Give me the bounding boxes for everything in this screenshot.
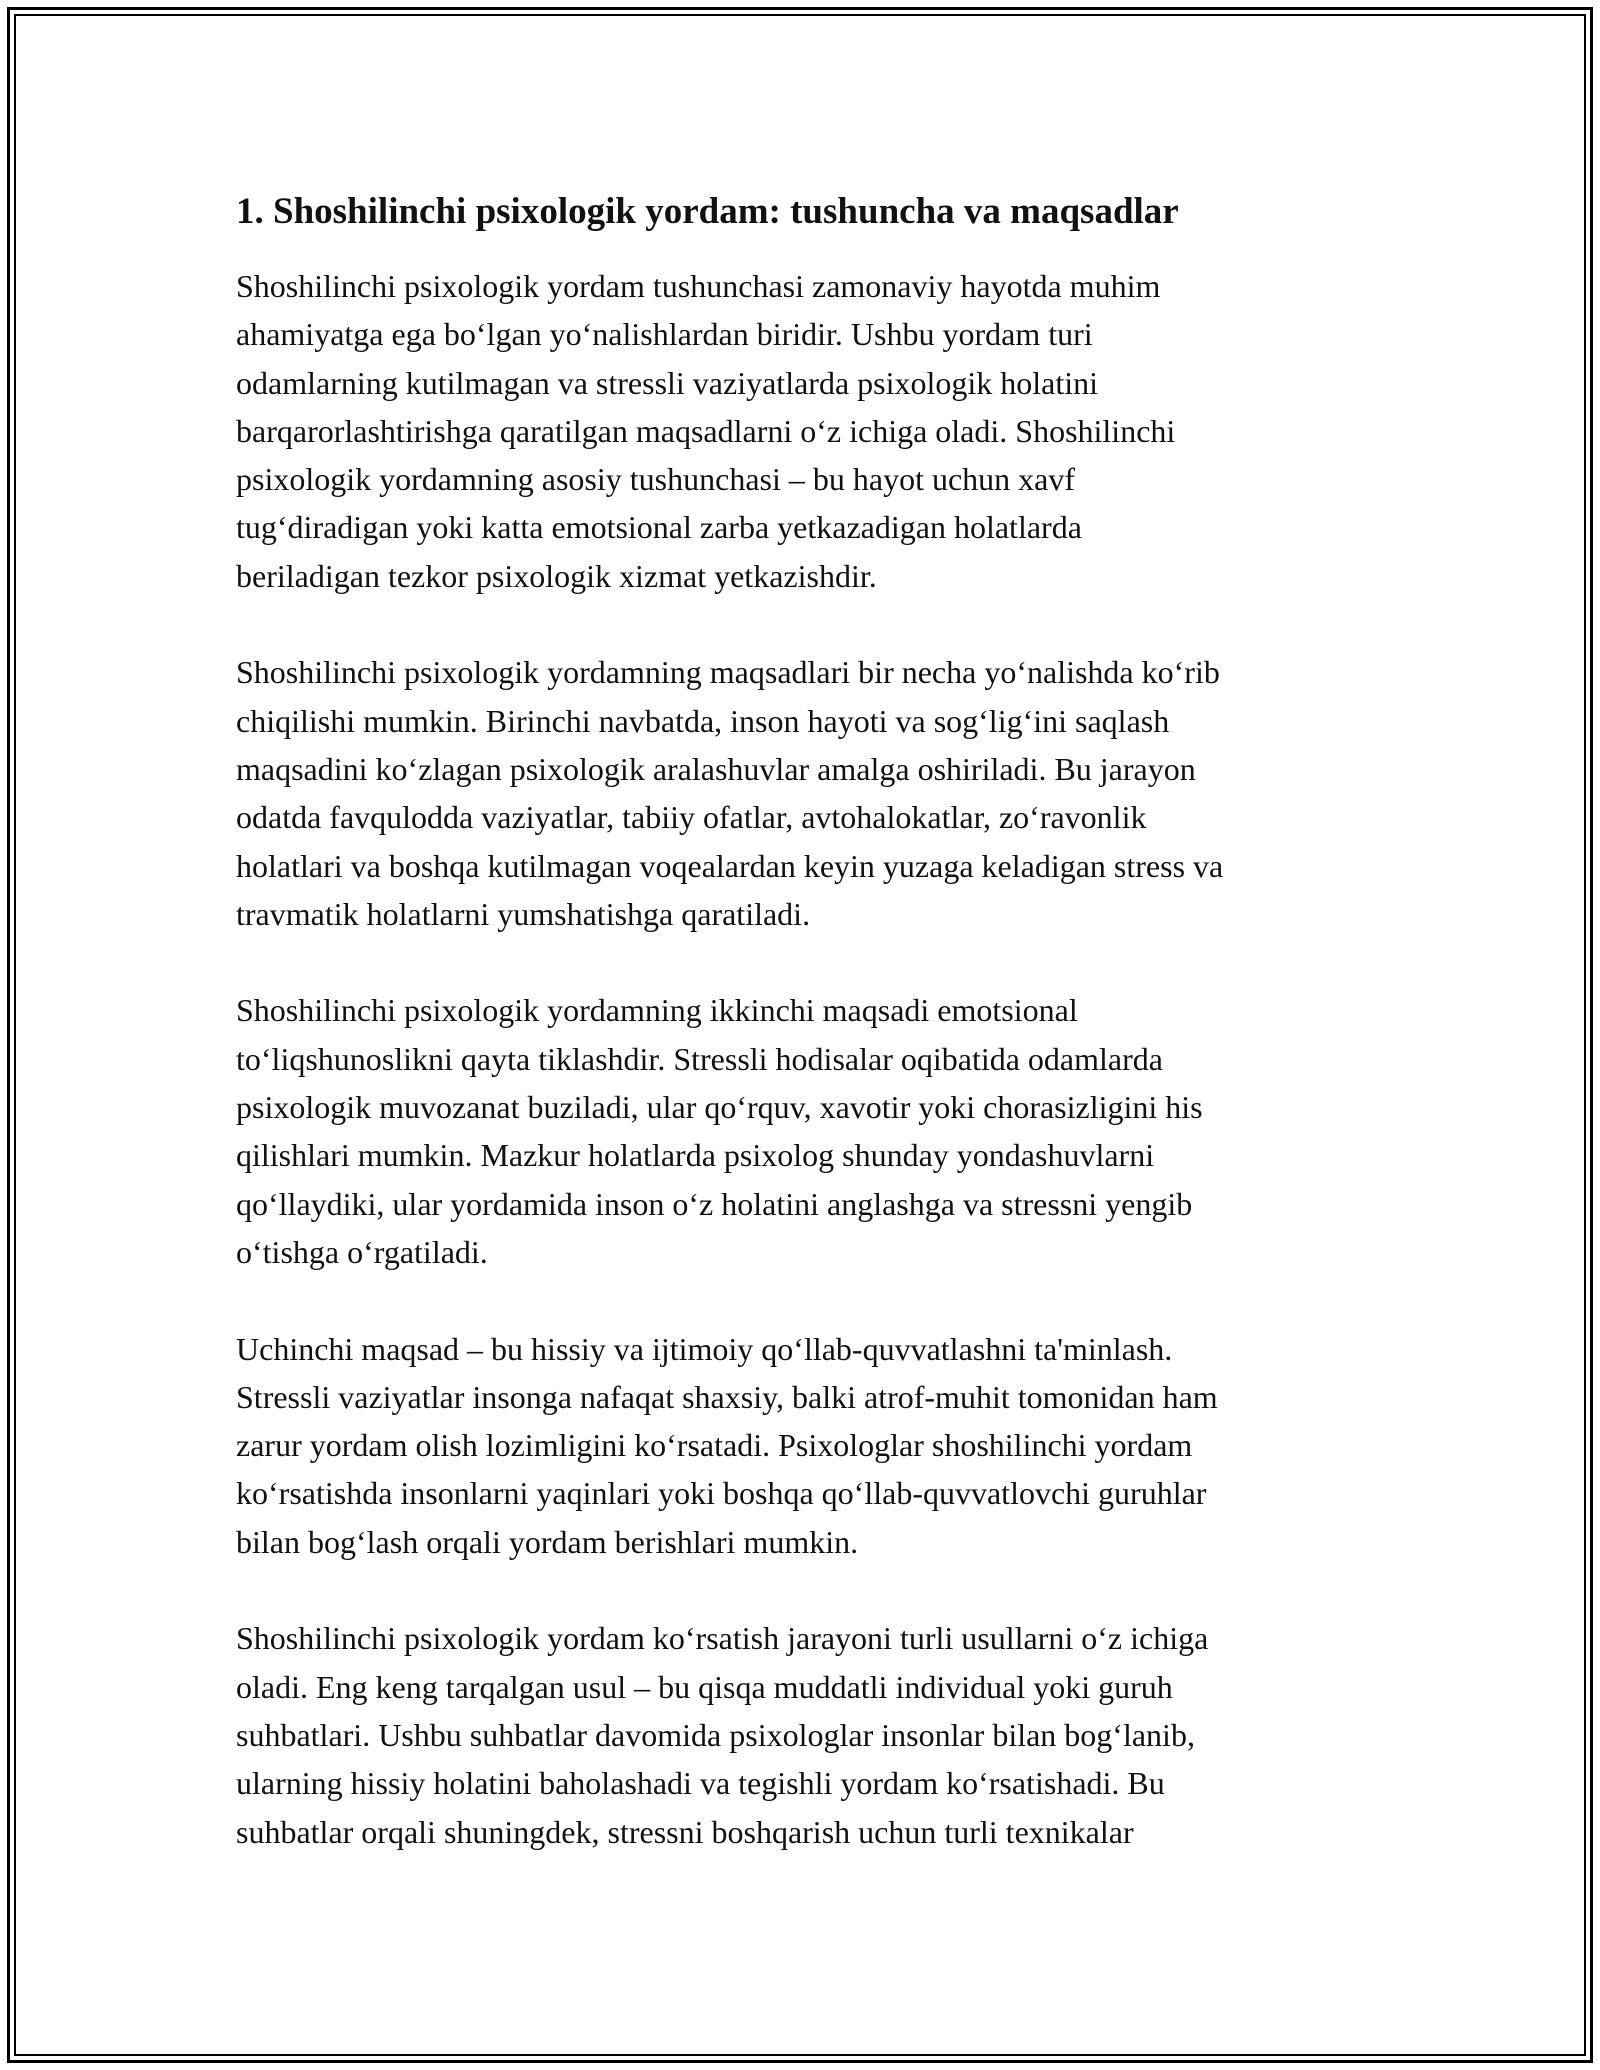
paragraph-line: Uchinchi maqsad – bu hissiy va ijtimoiy qo‘llab-quvvatlashni ta'minlash.	[236, 1330, 1173, 1367]
paragraph-line: oladi. Eng keng tarqalgan usul – bu qisqa muddatli individual yoki guruh	[236, 1668, 1173, 1705]
paragraph-line: Shoshilinchi psixologik yordam ko‘rsatish jarayoni turli usullarni o‘z ichiga	[236, 1620, 1209, 1657]
paragraph-line: barqarorlashtirishga qaratilgan maqsadlarni o‘z ichiga oladi. Shoshilinchi	[236, 412, 1176, 449]
paragraph-line: qo‘llaydiki, ular yordamida inson o‘z holatini anglashga va stressni yengib	[236, 1185, 1193, 1222]
paragraph-goals	[236, 648, 1386, 938]
paragraph-line: to‘liqshunoslikni qayta tiklashdir. Stressli hodisalar oqibatida odamlarda	[236, 1040, 1163, 1077]
paragraph-line: bilan bog‘lash orqali yordam berishlari mumkin.	[236, 1523, 859, 1560]
paragraph-line: o‘tishga o‘rgatiladi.	[236, 1233, 488, 1270]
paragraph-line: qilishlari mumkin. Mazkur holatlarda psixolog shunday yondashuvlarni	[236, 1137, 1155, 1174]
paragraph-line: ularning hissiy holatini baholashadi va tegishli yordam ko‘rsatishadi. Bu	[236, 1765, 1165, 1802]
paragraph-line: holatlari va boshqa kutilmagan voqealardan keyin yuzaga keladigan stress va	[236, 847, 1224, 884]
paragraph-line: chiqilishi mumkin. Birinchi navbatda, inson hayoti va sog‘lig‘ini saqlash	[236, 702, 1170, 739]
paragraph-definition	[236, 262, 1386, 600]
paragraph-line: suhbatlari. Ushbu suhbatlar davomida psixologlar insonlar bilan bog‘lanib,	[236, 1716, 1195, 1753]
paragraph-line: ahamiyatga ega bo‘lgan yo‘nalishlardan biridir. Ushbu yordam turi	[236, 316, 1093, 353]
paragraph-third-goal	[236, 1325, 1386, 1566]
paragraph-line: psixologik muvozanat buziladi, ular qo‘rquv, xavotir yoki chorasizligini his	[236, 1089, 1203, 1126]
section-heading: 1. Shoshilinchi psixologik yordam: tushuncha va maqsadlar	[236, 191, 1179, 232]
paragraph-line: travmatik holatlarni yumshatishga qaratiladi.	[236, 895, 811, 932]
paragraph-methods	[236, 1614, 1386, 1855]
paragraph-line: maqsadini ko‘zlagan psixologik aralashuvlar amalga oshiriladi. Bu jarayon	[236, 750, 1196, 787]
document-body	[236, 188, 1386, 1904]
paragraph-line: beriladigan tezkor psixologik xizmat yetkazishdir.	[236, 557, 877, 594]
paragraph-line: Shoshilinchi psixologik yordamning maqsadlari bir necha yo‘nalishda ko‘rib	[236, 654, 1220, 691]
paragraph-second-goal	[236, 986, 1386, 1276]
paragraph-line: odamlarning kutilmagan va stressli vaziyatlarda psixologik holatini	[236, 364, 1099, 401]
paragraph-line: Shoshilinchi psixologik yordamning ikkinchi maqsadi emotsional	[236, 992, 1078, 1029]
paragraph-line: Shoshilinchi psixologik yordam tushunchasi zamonaviy hayotda muhim	[236, 268, 1161, 304]
paragraph-line: tug‘diradigan yoki katta emotsional zarba yetkazadigan holatlarda	[236, 509, 1082, 546]
paragraph-line: ko‘rsatishda insonlarni yaqinlari yoki boshqa qo‘llab-quvvatlovchi guruhlar	[236, 1475, 1207, 1512]
paragraph-line: zarur yordam olish lozimligini ko‘rsatadi. Psixologlar shoshilinchi yordam	[236, 1427, 1193, 1464]
paragraph-line: odatda favqulodda vaziyatlar, tabiiy ofatlar, avtohalokatlar, zo‘ravonlik	[236, 799, 1147, 836]
paragraph-line: suhbatlar orqali shuningdek, stressni boshqarish uchun turli texnikalar	[236, 1813, 1134, 1850]
paragraph-line: Stressli vaziyatlar insonga nafaqat shaxsiy, balki atrof-muhit tomonidan ham	[236, 1378, 1218, 1415]
paragraph-line: psixologik yordamning asosiy tushunchasi – bu hayot uchun xavf	[236, 461, 1076, 498]
